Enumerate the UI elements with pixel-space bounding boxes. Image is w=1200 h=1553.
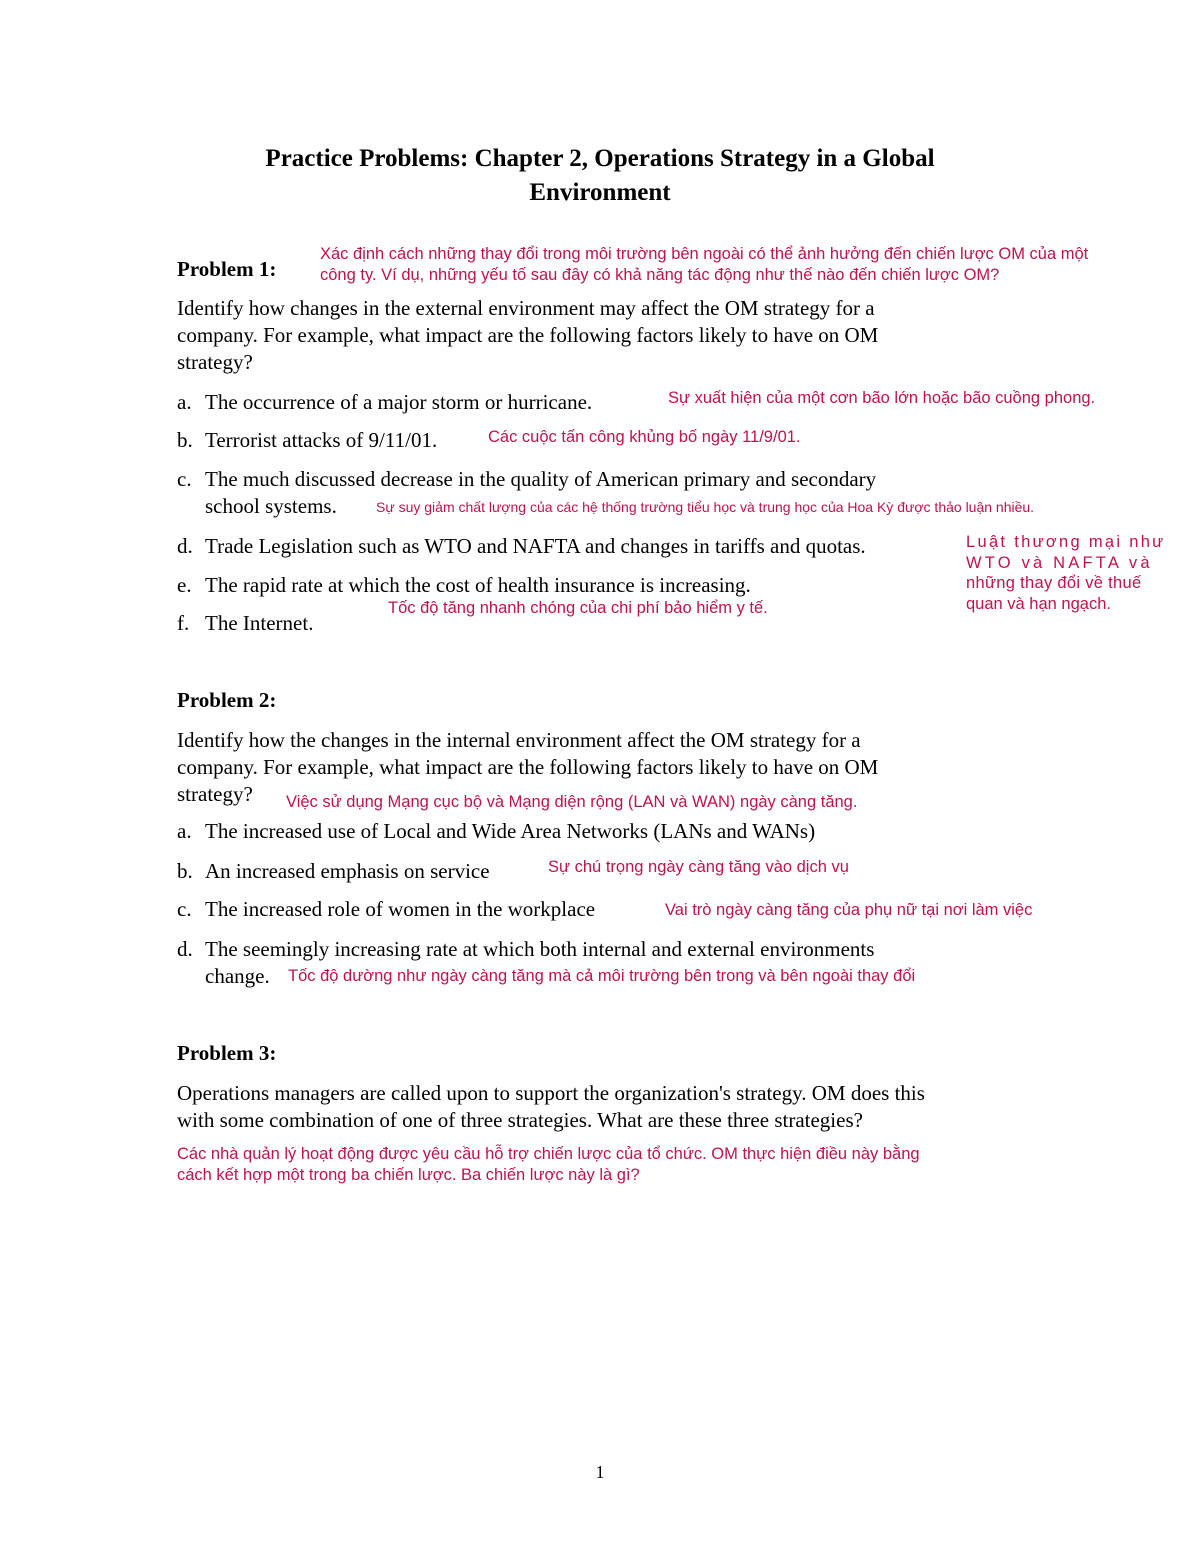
item-text: An increased emphasis on service: [205, 859, 490, 883]
text-line: strategy?: [177, 782, 253, 806]
item-text: The Internet.: [205, 611, 314, 635]
item-label: c.: [177, 467, 192, 491]
item-label: f.: [177, 611, 190, 635]
problem2-item-d-note: Tốc độ dường như ngày càng tăng mà cả môi trường bên trong và bên ngoài thay đổi: [288, 967, 916, 985]
item-text: The much discussed decrease in the quality of American primary and secondary: [205, 467, 877, 491]
problem2-item-c: [177, 896, 595, 923]
item-text: The rapid rate at which the cost of health insurance is increasing.: [205, 573, 751, 597]
note-line: quan và hạn ngạch.: [966, 594, 1111, 613]
note-line: Xác định cách những thay đổi trong môi trường bên ngoài có thể ảnh hưởng đến chiến lược OM của một: [320, 245, 1089, 263]
text-line: Identify how the changes in the internal environment affect the OM strategy for a: [177, 728, 861, 752]
problem2-item-a-note: Việc sử dụng Mạng cục bộ và Mạng diện rộng (LAN và WAN) ngày càng tăng.: [286, 793, 858, 811]
page-number: 1: [595, 1462, 605, 1482]
problem1-translation-note: [320, 244, 1088, 286]
item-text: The seemingly increasing rate at which both internal and external environments: [205, 937, 875, 961]
item-label: b.: [177, 428, 193, 452]
item-label: a.: [177, 819, 192, 843]
problem2-item-b-note: Sự chú trọng ngày càng tăng vào dịch vụ: [548, 858, 849, 876]
problem3-question: [177, 1080, 925, 1134]
text-line: Operations managers are called upon to support the organization's strategy. OM does this: [177, 1081, 925, 1105]
problem1-item-d: [177, 533, 866, 560]
problem2-item-d-continuation: change.: [205, 964, 270, 988]
problem2-item-a: [177, 818, 815, 845]
problem1-item-a: [177, 389, 592, 416]
item-text: The increased use of Local and Wide Area Networks (LANs and WANs): [205, 819, 816, 843]
text-line: company. For example, what impact are the following factors likely to have on OM: [177, 755, 879, 779]
problem1-heading: Problem 1:: [177, 257, 277, 281]
problem1-item-c-continuation: school systems.: [205, 494, 337, 518]
item-label: b.: [177, 859, 193, 883]
title-line-2: Environment: [529, 179, 671, 206]
note-line: Luật thương mại như: [966, 533, 1166, 551]
problem1-item-c-note: Sự suy giảm chất lượng của các hệ thống trường tiểu học và trung học của Hoa Kỳ được thảo luận nhiều.: [376, 499, 1035, 515]
problem1-item-f: [177, 610, 313, 637]
problem1-item-e: [177, 572, 751, 599]
item-text: Terrorist attacks of 9/11/01.: [205, 428, 438, 452]
problem1-item-e-note: Tốc độ tăng nhanh chóng của chi phí bảo hiểm y tế.: [388, 599, 768, 617]
text-line: company. For example, what impact are the following factors likely to have on OM: [177, 323, 879, 347]
problem2-heading: Problem 2:: [177, 688, 277, 712]
item-label: c.: [177, 897, 192, 921]
page-title: [0, 142, 1200, 210]
text-line: with some combination of one of three strategies. What are these three strategies?: [177, 1108, 863, 1132]
item-text: The occurrence of a major storm or hurricane.: [205, 390, 593, 414]
note-line: công ty. Ví dụ, những yếu tố sau đây có khả năng tác động như thế nào đến chiến lược OM?: [320, 266, 1000, 284]
problem3-heading: Problem 3:: [177, 1041, 277, 1065]
problem1-question: [177, 295, 878, 376]
item-label: d.: [177, 937, 193, 961]
problem2-item-b: [177, 858, 490, 885]
note-line: cách kết hợp một trong ba chiến lược. Ba chiến lược này là gì?: [177, 1166, 640, 1184]
item-text: Trade Legislation such as WTO and NAFTA and changes in tariffs and quotas.: [205, 534, 866, 558]
text-line: Identify how changes in the external environment may affect the OM strategy for a: [177, 296, 875, 320]
note-line: những thay đổi về thuế: [966, 574, 1142, 592]
title-line-1: Practice Problems: Chapter 2, Operations Strategy in a Global: [265, 145, 935, 172]
item-label: a.: [177, 390, 192, 414]
problem3-translation-note: [177, 1144, 920, 1186]
item-label: d.: [177, 534, 193, 558]
problem2-item-d: [177, 936, 874, 963]
problem2-item-c-note: Vai trò ngày càng tăng của phụ nữ tại nơi làm việc: [665, 901, 1033, 919]
problem1-item-d-note: [966, 532, 1166, 614]
problem1-item-b-note: Các cuộc tấn công khủng bố ngày 11/9/01.: [488, 428, 801, 446]
note-line: WTO và NAFTA và: [966, 553, 1153, 572]
problem1-item-c: [177, 466, 876, 493]
item-text: The increased role of women in the workplace: [205, 897, 596, 921]
note-line: Các nhà quản lý hoạt động được yêu cầu hỗ trợ chiến lược của tổ chức. OM thực hiện điều này bằng: [177, 1145, 920, 1163]
text-line: strategy?: [177, 350, 253, 374]
problem1-item-b: [177, 427, 437, 454]
item-label: e.: [177, 573, 192, 597]
problem1-item-a-note: Sự xuất hiện của một cơn bão lớn hoặc bão cuồng phong.: [668, 389, 1096, 407]
